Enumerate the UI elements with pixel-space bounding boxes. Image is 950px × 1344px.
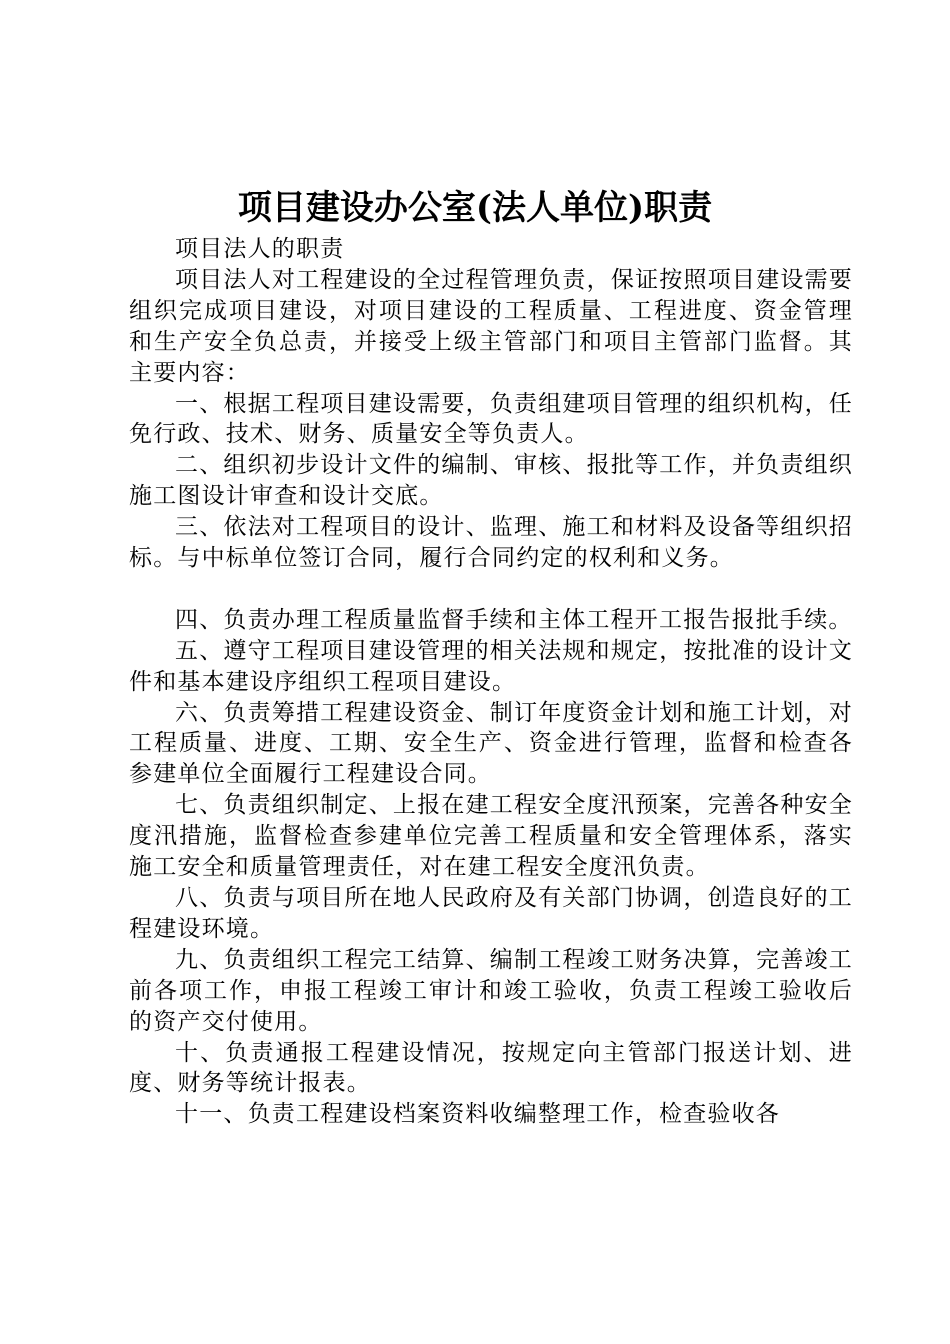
page-title: 项目建设办公室(法人单位)职责	[237, 188, 713, 228]
duty-item-1: 一、根据工程项目建设需要，负责组建项目管理的组织机构，任免行政、技术、财务、质量安全等负责人。	[129, 390, 853, 448]
duty-item-2: 二、组织初步设计文件的编制、审核、报批等工作，并负责组织施工图设计审查和设计交底。	[129, 452, 853, 510]
section-heading: 项目法人的职责	[175, 236, 345, 262]
duty-item-5: 五、遵守工程项目建设管理的相关法规和规定，按批准的设计文件和基本建设序组织工程项目建设。	[129, 637, 853, 695]
duty-item-8: 八、负责与项目所在地人民政府及有关部门协调，创造良好的工程建设环境。	[129, 885, 853, 942]
duty-item-11: 十一、负责工程建设档案资料收编整理工作，检查验收各	[175, 1101, 780, 1128]
duty-item-3: 三、依法对工程项目的设计、监理、施工和材料及设备等组织招标。与中标单位签订合同，履行合同约定的权利和义务。	[129, 514, 853, 572]
duty-item-4: 四、负责办理工程质量监督手续和主体工程开工报告报批手续。	[175, 606, 853, 633]
document-body	[129, 234, 853, 1130]
duty-item-7: 七、负责组织制定、上报在建工程安全度汛预案，完善各种安全度汛措施，监督检查参建单位完善工程质量和安全管理体系，落实施工安全和质量管理责任，对在建工程安全度汛负责。	[129, 792, 853, 881]
duty-item-6: 六、负责筹措工程建设资金、制订年度资金计划和施工计划，对工程质量、进度、工期、安全生产、资金进行管理，监督和检查各参建单位全面履行工程建设合同。	[129, 699, 853, 788]
duty-item-10: 十、负责通报工程建设情况，按规定向主管部门报送计划、进度、财务等统计报表。	[129, 1039, 853, 1097]
body-paragraph: 项目法人对工程建设的全过程管理负责，保证按照项目建设需要组织完成项目建设，对项目建设的工程质量、工程进度、资金管理和生产安全负总责，并接受上级主管部门和项目主管部门监督。其主要内容：	[129, 266, 853, 386]
duty-item-9: 九、负责组织工程完工结算、编制工程竣工财务决算，完善竣工前各项工作，申报工程竣工审计和竣工验收，负责工程竣工验收后的资产交付使用。	[129, 946, 853, 1035]
